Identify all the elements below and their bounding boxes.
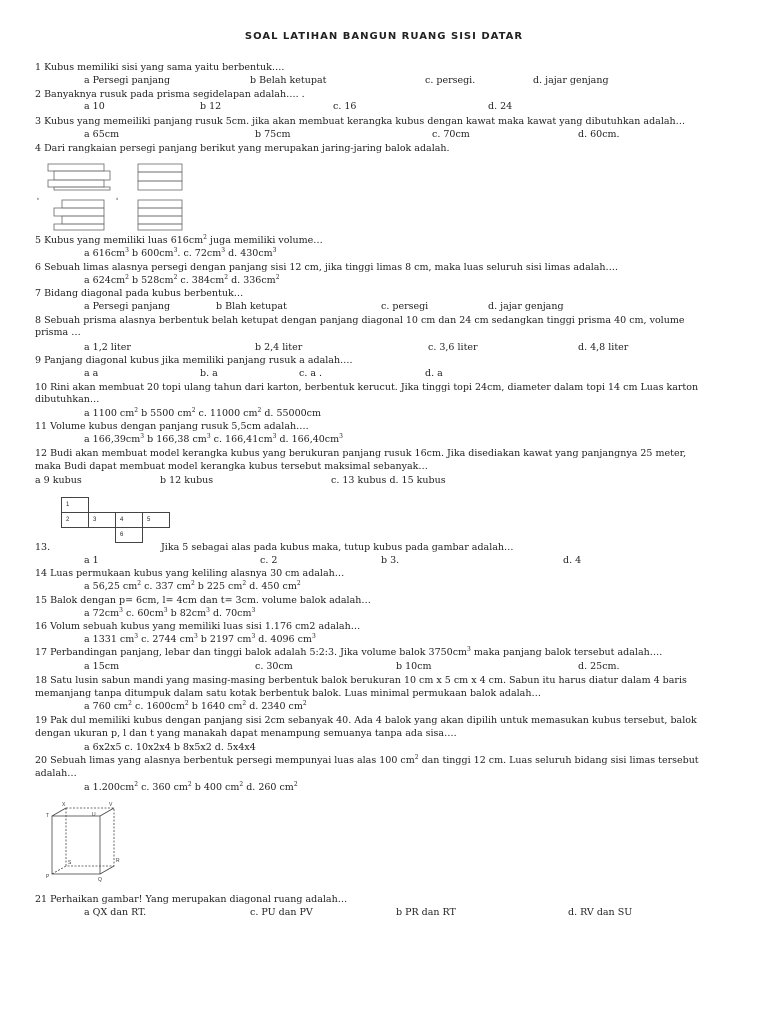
question-line — [84, 342, 131, 353]
superscript: 2 — [125, 274, 129, 281]
question-line — [200, 368, 218, 379]
superscript: 2 — [239, 781, 244, 788]
line-text: d. 70cm — [209, 608, 252, 619]
line-text: a 6x2x5 c. 10x2x4 b 8x5x2 d. 5x4x4 — [84, 742, 256, 753]
question-line — [381, 301, 428, 312]
question-line — [84, 608, 255, 619]
question-line — [299, 368, 322, 379]
vertex-p-label: P — [46, 874, 50, 880]
line-text: c. persegi. — [425, 75, 476, 86]
line-text: dan tinggi 12 cm. Luas seluruh bidang sisi limas tersebut — [418, 755, 699, 766]
question-line — [84, 907, 146, 918]
line-text: a 166,39cm — [84, 434, 141, 445]
question-line — [425, 368, 443, 379]
superscript: 3 — [339, 433, 343, 440]
question-line — [432, 129, 470, 140]
line-text: b 225 cm — [194, 581, 243, 592]
superscript: 3 — [221, 247, 226, 254]
line-text: c. 2 — [260, 555, 278, 566]
question-line — [35, 288, 243, 299]
question-line — [381, 555, 399, 566]
superscript: 2 — [242, 700, 247, 707]
question-line — [84, 129, 119, 140]
line-text: b 5500 cm — [138, 408, 192, 419]
question-line — [488, 101, 512, 112]
question-line — [35, 448, 686, 459]
question-line — [35, 116, 685, 127]
question-line — [84, 701, 307, 712]
line-text: b 82cm — [167, 608, 207, 619]
superscript: 2 — [293, 781, 298, 788]
question-line — [35, 355, 353, 366]
question-line — [216, 301, 287, 312]
line-text: a 65cm — [84, 129, 120, 140]
question-line — [578, 342, 628, 353]
line-text: b PR dan RT — [396, 907, 456, 918]
line-text: d. 260 cm — [243, 782, 294, 793]
superscript: 2 — [296, 580, 301, 587]
question-line — [84, 555, 99, 566]
net-b-rect — [62, 200, 104, 208]
question-line — [333, 101, 356, 112]
superscript: 3 — [272, 247, 277, 254]
superscript: 2 — [191, 407, 196, 414]
question-line — [35, 755, 699, 766]
question-line — [35, 715, 697, 726]
question-line — [255, 342, 302, 353]
superscript: 3 — [163, 607, 168, 614]
superscript: 2 — [224, 274, 229, 281]
net-d-rect — [138, 216, 182, 224]
question-line — [533, 75, 609, 86]
superscript: 2 — [414, 754, 419, 761]
vertex-u-label: U — [92, 812, 96, 818]
question-line — [35, 315, 684, 326]
line-text: maka Budi dapat membuat model kerangka kubus tersebut maksimal sebanyak… — [35, 461, 428, 472]
superscript: 2 — [134, 407, 139, 414]
line-text: . c. 72cm — [177, 248, 222, 259]
question-line — [35, 475, 82, 486]
line-text: a 616cm — [84, 248, 126, 259]
net-b-rect — [54, 224, 104, 230]
superscript: 2 — [128, 700, 132, 707]
net-cell-3: 3 — [89, 513, 116, 528]
superscript: 3 — [173, 247, 178, 254]
question-line — [578, 129, 620, 140]
question-line — [35, 688, 541, 699]
net-c-rect — [138, 172, 182, 181]
line-text: a 1.200cm — [84, 782, 135, 793]
line-text: prisma … — [35, 327, 81, 338]
line-text: c. persegi — [381, 301, 429, 312]
vertex-x-label: X — [62, 802, 66, 808]
question-line — [35, 461, 428, 472]
line-text: b 1640 cm — [188, 701, 243, 712]
superscript: 3 — [193, 633, 198, 640]
line-text: d. 450 cm — [246, 581, 297, 592]
line-text: b 166,38 cm — [144, 434, 207, 445]
question-line — [250, 75, 326, 86]
line-text: 17 Perbandingan panjang, lebar dan tinggi balok adalah 5:2:3. Jika volume balok 3750cm — [35, 647, 468, 658]
line-text: b 12 kubus — [160, 475, 214, 486]
question-line — [255, 661, 293, 672]
line-text: 2 Banyaknya rusuk pada prisma segidelapan adalah…. . — [35, 89, 305, 100]
line-text: a 1,2 liter — [84, 342, 131, 353]
superscript: 3 — [251, 607, 256, 614]
line-text: c. PU dan PV — [250, 907, 313, 918]
line-text: c. 60cm — [122, 608, 164, 619]
question-line — [84, 634, 316, 645]
question-line — [84, 661, 119, 672]
line-text: b 600cm — [128, 248, 174, 259]
line-text: a 10 — [84, 101, 105, 112]
line-text: d. 24 — [488, 101, 513, 112]
net-b-rect — [54, 208, 104, 216]
cube-net-figure — [61, 497, 170, 543]
line-text: 19 Pak dul memiliki kubus dengan panjang sisi 2cm sebanyak 40. Ada 4 balok yang akan dipilih untuk memasukan kubus tersebut, balok — [35, 715, 697, 726]
question-line — [425, 75, 475, 86]
question-line — [35, 595, 371, 606]
question-line — [35, 421, 309, 432]
superscript: 3 — [206, 607, 210, 614]
line-text: d. 336cm — [228, 275, 276, 286]
line-text: d. 166,40cm — [276, 434, 340, 445]
line-text: b 12 — [200, 101, 222, 112]
net-cell-5: 5 — [143, 513, 170, 528]
superscript: 3 — [467, 646, 471, 653]
question-line — [35, 62, 284, 73]
line-text: b 75cm — [255, 129, 291, 140]
line-text: c. 70cm — [432, 129, 470, 140]
line-text: a Persegi panjang — [84, 301, 171, 312]
net-cell-2: 2 — [62, 513, 89, 528]
line-text: d. 4 — [563, 555, 582, 566]
line-text: d. 430cm — [225, 248, 273, 259]
line-text: memanjang tanpa ditumpuk dalam satu kotak berbentuk balok. Luas minimal permukaan balok adalah… — [35, 688, 541, 699]
net-d-label: d — [116, 196, 119, 201]
superscript: 2 — [134, 781, 139, 788]
question-line — [255, 129, 291, 140]
superscript: 2 — [173, 274, 178, 281]
superscript: 2 — [187, 781, 192, 788]
question-line — [35, 568, 344, 579]
vertex-r-label: R — [116, 858, 120, 864]
line-text: c. 1600cm — [132, 701, 185, 712]
question-line — [35, 143, 450, 154]
superscript: 3 — [206, 433, 211, 440]
net-a-rect — [54, 171, 110, 180]
question-line — [84, 782, 298, 793]
question-line — [160, 475, 213, 486]
superscript: 2 — [203, 234, 207, 241]
question-line — [200, 101, 221, 112]
question-line — [396, 907, 456, 918]
net-c-rect — [138, 181, 182, 190]
superscript: 2 — [137, 580, 142, 587]
net-cell-1: 1 — [62, 498, 89, 513]
superscript: 3 — [251, 633, 256, 640]
question-line — [35, 235, 323, 246]
superscript: 2 — [242, 580, 247, 587]
question-line — [260, 555, 277, 566]
question-line — [35, 382, 698, 393]
superscript: 3 — [311, 633, 316, 640]
question-line — [396, 661, 432, 672]
question-line — [35, 728, 457, 739]
line-text: c. 11000 cm — [195, 408, 258, 419]
net-d-rect — [138, 200, 182, 208]
line-text: 4 Dari rangkaian persegi panjang berikut yang merupakan jaring-jaring balok adalah. — [35, 143, 450, 154]
line-text: a 1 — [84, 555, 99, 566]
question-line — [35, 768, 77, 779]
question-line — [568, 907, 632, 918]
line-text: d. 4,8 liter — [578, 342, 629, 353]
question-line — [84, 434, 343, 445]
line-text: d. 60cm. — [578, 129, 620, 140]
superscript: 2 — [257, 407, 262, 414]
line-text: b 3. — [381, 555, 400, 566]
line-text: juga memiliki volume… — [207, 235, 323, 246]
superscript: 2 — [275, 274, 280, 281]
line-text: 16 Volum sebuah kubus yang memiliki luas sisi 1.176 cm2 adalah… — [35, 621, 361, 632]
question-line — [563, 555, 581, 566]
question-line — [35, 647, 662, 658]
question-line — [84, 248, 277, 259]
line-text: 9 Panjang diagonal kubus jika memiliki panjang rusuk a adalah…. — [35, 355, 353, 366]
vertex-t-label: T — [46, 813, 50, 819]
line-text: a 1331 cm — [84, 634, 135, 645]
question-line — [250, 907, 313, 918]
line-text: 5 Kubus yang memiliki luas 616cm — [35, 235, 204, 246]
line-text: a 15cm — [84, 661, 120, 672]
line-text: a 624cm — [84, 275, 126, 286]
line-text: d. 55000cm — [261, 408, 322, 419]
line-text: dengan ukuran p, l dan t yang manakah dapat menampung semuanya tanpa ada sisa…. — [35, 728, 457, 739]
line-text: d. jajar genjang — [533, 75, 609, 86]
line-text: b 10cm — [396, 661, 432, 672]
line-text: d. 25cm. — [578, 661, 620, 672]
line-text: c. a . — [299, 368, 323, 379]
question-line — [84, 742, 256, 753]
question-line — [84, 368, 98, 379]
superscript: 3 — [125, 247, 129, 254]
line-text: c. 384cm — [177, 275, 225, 286]
line-text: b 400 cm — [191, 782, 240, 793]
net-cell-4: 4 — [116, 513, 143, 528]
question-line — [35, 262, 618, 273]
question-line — [35, 675, 687, 686]
question-line — [331, 475, 446, 486]
question-line — [488, 301, 564, 312]
net-d-rect — [138, 224, 182, 230]
page-title: SOAL LATIHAN BANGUN RUANG SISI DATAR — [244, 31, 524, 42]
line-text: d. RV dan SU — [568, 907, 633, 918]
net-c-rect — [138, 164, 182, 172]
line-text: c. 2744 cm — [138, 634, 194, 645]
net-cell-6: 6 — [116, 528, 143, 543]
net-b-label: b — [37, 196, 40, 201]
line-text: 18 Satu lusin sabun mandi yang masing-masing berbentuk balok berukuran 10 cm x 5 cm x 4 cm. Sabun itu harus diatur dalam 4 baris — [35, 675, 687, 686]
net-b-rect — [62, 216, 104, 224]
line-text: 12 Budi akan membuat model kerangka kubus yang berukuran panjang rusuk 16cm. Jika disediakan kawat yang panjangnya 25 meter, — [35, 448, 687, 459]
question-line — [161, 542, 514, 553]
question-line — [84, 101, 105, 112]
superscript: 3 — [119, 607, 123, 614]
question-line — [35, 621, 360, 632]
line-text: 11 Volume kubus dengan panjang rusuk 5,5cm adalah…. — [35, 421, 309, 432]
line-text: 8 Sebuah prisma alasnya berbentuk belah ketupat dengan panjang diagonal 10 cm dan 24 cm sedangkan tinggi prisma 40 cm, volume — [35, 315, 685, 326]
line-text: 3 Kubus yang memeiliki panjang rusuk 5cm. jika akan membuat kerangka kubus dengan kawat maka kawat yang dibutuhkan adalah… — [35, 116, 686, 127]
line-text: dibutuhkan… — [35, 394, 100, 405]
q4-nets-figure — [34, 160, 204, 232]
line-text: c. 13 kubus d. 15 kubus — [331, 475, 446, 486]
question-line — [84, 408, 321, 419]
question-line — [35, 327, 81, 338]
line-text: 15 Balok dengan p= 6cm, l= 4cm dan t= 3cm. volume balok adalah… — [35, 595, 371, 606]
question-line — [428, 342, 478, 353]
line-text: d. jajar genjang — [488, 301, 564, 312]
line-text: 20 Sebuah limas yang alasnya berbentuk persegi mempunyai luas alas 100 cm — [35, 755, 415, 766]
question-line — [35, 89, 305, 100]
line-text: 6 Sebuah limas alasnya persegi dengan panjang sisi 12 cm, jika tinggi limas 8 cm, maka luas seluruh sisi limas adalah…. — [35, 262, 619, 273]
line-text: d. a — [425, 368, 443, 379]
net-a-rect — [54, 187, 110, 190]
superscript: 2 — [184, 700, 189, 707]
line-text: b. a — [200, 368, 218, 379]
line-text: a 760 cm — [84, 701, 129, 712]
line-text: c. 3,6 liter — [428, 342, 478, 353]
superscript: 3 — [272, 433, 277, 440]
line-text: a QX dan RT. — [84, 907, 147, 918]
line-text: c. 16 — [333, 101, 357, 112]
net-d-rect — [138, 208, 182, 216]
line-text: b 2197 cm — [197, 634, 252, 645]
line-text: 14 Luas permukaan kubus yang keliling alasnya 30 cm adalah… — [35, 568, 345, 579]
line-text: 21 Perhaikan gambar! Yang merupakan diagonal ruang adalah… — [35, 894, 348, 905]
cube-figure — [40, 800, 130, 882]
line-text: b 2,4 liter — [255, 342, 303, 353]
question-line — [84, 301, 170, 312]
question-line — [35, 542, 50, 553]
question-line — [84, 581, 301, 592]
question-line — [578, 661, 620, 672]
line-text: a 9 kubus — [35, 475, 82, 486]
question-line — [84, 75, 170, 86]
question-line — [35, 894, 347, 905]
line-text: 1 Kubus memiliki sisi yang sama yaitu berbentuk…. — [35, 62, 285, 73]
question-line — [35, 394, 99, 405]
line-text: 10 Rini akan membuat 20 topi ulang tahun dari karton, berbentuk kerucut. Jika tinggi topi 24cm, diameter dalam topi 14 cm Luas karton — [35, 382, 699, 393]
question-line — [84, 275, 280, 286]
line-text: 7 Bidang diagonal pada kubus berbentuk… — [35, 288, 244, 299]
superscript: 2 — [302, 700, 307, 707]
line-text: c. 30cm — [255, 661, 293, 672]
superscript: 3 — [134, 633, 139, 640]
line-text: c. 337 cm — [141, 581, 191, 592]
vertex-s-label: S — [68, 860, 72, 866]
line-text: d. 4096 cm — [255, 634, 312, 645]
superscript: 2 — [190, 580, 195, 587]
line-text: a 72cm — [84, 608, 120, 619]
line-text: c. 166,41cm — [210, 434, 273, 445]
line-text: Jika 5 sebagai alas pada kubus maka, tutup kubus pada gambar adalah… — [161, 542, 514, 553]
line-text: maka panjang balok tersebut adalah…. — [470, 647, 663, 658]
line-text: b Belah ketupat — [250, 75, 327, 86]
line-text: a a — [84, 368, 99, 379]
line-text: b Blah ketupat — [216, 301, 287, 312]
superscript: 3 — [140, 433, 145, 440]
vertex-v-label: V — [109, 802, 113, 808]
line-text: adalah… — [35, 768, 77, 779]
line-text: a 1100 cm — [84, 408, 135, 419]
line-text: a Persegi panjang — [84, 75, 171, 86]
line-text: b 528cm — [128, 275, 174, 286]
line-text: c. 360 cm — [138, 782, 188, 793]
vertex-q-label: Q — [98, 877, 102, 882]
net-a-rect — [48, 164, 104, 171]
line-text: d. 2340 cm — [246, 701, 303, 712]
line-text: a 56,25 cm — [84, 581, 138, 592]
line-text: 13. — [35, 542, 51, 553]
net-a-rect — [48, 180, 104, 187]
